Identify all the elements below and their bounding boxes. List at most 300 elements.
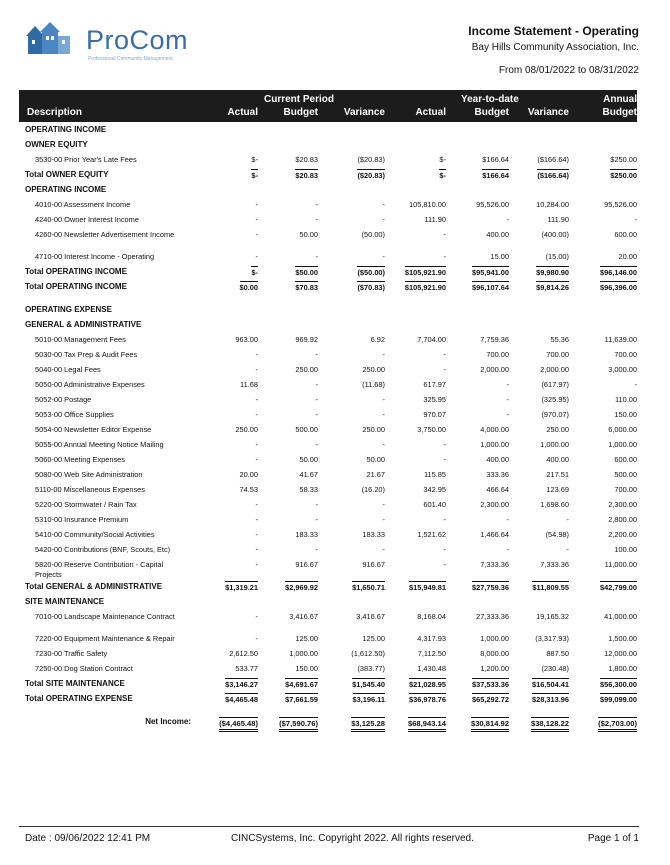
cell-ytd-budget: 2,300.00 [480, 500, 509, 509]
section-heading [19, 183, 637, 198]
cell-current-actual: $4,465.48 [225, 695, 258, 704]
cell-current-budget: 125.00 [295, 634, 318, 643]
cell-ytd-variance: 887.50 [546, 649, 569, 658]
cell-current-budget: 150.00 [295, 664, 318, 673]
logo-text: ProCom [86, 25, 189, 55]
cell-ytd-budget: - [506, 515, 509, 524]
cell-ytd-variance: (970.07) [541, 410, 569, 419]
section-heading [19, 318, 637, 333]
cell-ytd-actual: $- [439, 171, 446, 180]
cell-current-variance: - [382, 395, 385, 404]
cell-current-variance: (16.20) [361, 485, 385, 494]
cell-current-actual: - [255, 515, 258, 524]
cell-current-variance: - [382, 252, 385, 261]
cell-current-actual: $3,146.27 [225, 680, 258, 689]
row-description: OWNER EQUITY [25, 140, 88, 149]
cell-current-budget: - [315, 380, 318, 389]
cell-current-budget: - [315, 215, 318, 224]
account-row [19, 213, 637, 228]
cell-ytd-budget: - [506, 410, 509, 419]
cell-ytd-budget: 7,759.36 [480, 335, 509, 344]
cell-current-actual: - [255, 215, 258, 224]
cell-ytd-actual: - [443, 455, 446, 464]
cell-ytd-budget: 400.00 [486, 455, 509, 464]
cell-ytd-budget: 400.00 [486, 230, 509, 239]
cell-ytd-budget: 7,333.36 [480, 560, 509, 569]
footer-date: Date : 09/06/2022 12:41 PM [25, 833, 151, 844]
cell-ytd-variance: (15.00) [545, 252, 569, 261]
row-description: GENERAL & ADMINISTRATIVE [25, 320, 142, 329]
account-row [19, 453, 637, 468]
cell-ytd-actual: 601.40 [423, 500, 446, 509]
cell-current-budget: 1,000.00 [289, 649, 318, 658]
cell-ytd-budget: $37,533.36 [472, 680, 509, 689]
cell-annual-budget: 100.00 [614, 545, 637, 554]
cell-current-variance: (50.00) [361, 230, 385, 239]
row-description: 5010-00 Management Fees [35, 335, 126, 344]
account-row [19, 632, 637, 647]
row-description: 7010-00 Landscape Maintenance Contract [35, 612, 175, 621]
cell-current-actual: - [255, 455, 258, 464]
cell-ytd-variance: 55.36 [550, 335, 569, 344]
cell-current-actual: 963.00 [235, 335, 258, 344]
cell-current-budget: - [315, 410, 318, 419]
cell-ytd-actual: 970.07 [423, 410, 446, 419]
cell-annual-budget: 1,500.00 [608, 634, 637, 643]
total-row [19, 265, 637, 280]
net-income-cell: ($4,465.48) [219, 717, 258, 732]
section-heading [19, 303, 637, 318]
cell-current-actual: 250.00 [235, 425, 258, 434]
cell-ytd-actual: - [443, 545, 446, 554]
cell-current-actual: - [255, 500, 258, 509]
cell-current-budget: $4,691.67 [285, 680, 318, 689]
account-row [19, 250, 637, 265]
total-row [19, 677, 637, 692]
cell-current-variance: - [382, 545, 385, 554]
net-income-cell: $30,814.92 [471, 717, 509, 732]
row-description: Total SITE MAINTENANCE [25, 679, 125, 688]
cell-ytd-actual: 1,521.62 [417, 530, 446, 539]
cell-ytd-actual: - [443, 440, 446, 449]
account-row [19, 647, 637, 662]
cell-current-budget: $50.00 [295, 268, 318, 277]
cell-ytd-actual: 325.95 [423, 395, 446, 404]
account-row [19, 528, 637, 543]
date-range: From 08/01/2022 to 08/31/2022 [498, 65, 639, 76]
col-current-budget: Budget [283, 107, 318, 118]
col-annual-budget: Budget [602, 107, 637, 118]
col-ytd-budget: Budget [474, 107, 509, 118]
cell-current-budget: 916.67 [295, 560, 318, 569]
account-row [19, 333, 637, 348]
cell-ytd-actual: $15,949.81 [409, 583, 446, 592]
row-description: 5080-00 Web Site Administration [35, 470, 143, 479]
cell-ytd-budget: 1,000.00 [480, 440, 509, 449]
cell-ytd-budget: 15.00 [490, 252, 509, 261]
cell-ytd-variance: 7,333.36 [540, 560, 569, 569]
cell-current-variance: - [382, 215, 385, 224]
cell-annual-budget: 41,000.00 [604, 612, 637, 621]
cell-annual-budget: $96,396.00 [600, 283, 637, 292]
cell-ytd-variance: 19,165.32 [536, 612, 569, 621]
cell-ytd-variance: (617.97) [541, 380, 569, 389]
cell-ytd-budget: 1,200.00 [480, 664, 509, 673]
cell-annual-budget: 1,800.00 [608, 664, 637, 673]
account-row [19, 393, 637, 408]
account-row [19, 363, 637, 378]
cell-current-actual: $0.00 [239, 283, 258, 292]
cell-current-actual: 11.68 [240, 380, 258, 389]
cell-annual-budget: $99,099.00 [600, 695, 637, 704]
cell-annual-budget: 500.00 [614, 470, 637, 479]
cell-ytd-actual: 8,168.04 [417, 612, 446, 621]
row-description: 5820-00 Reserve Contribution - Capital Projects [35, 560, 164, 579]
cell-ytd-budget: - [506, 395, 509, 404]
account-row [19, 423, 637, 438]
cell-ytd-variance: 700.00 [546, 350, 569, 359]
cell-current-variance: 21.67 [366, 470, 385, 479]
cell-current-variance: $3,196.11 [352, 695, 385, 704]
col-group-current-period: Current Period [264, 94, 335, 105]
cell-ytd-actual: 7,112.50 [417, 649, 446, 658]
cell-ytd-variance: $16,504.41 [532, 680, 569, 689]
cell-ytd-variance: 1,698.60 [540, 500, 569, 509]
account-row [19, 198, 637, 213]
cell-current-variance: - [382, 200, 385, 209]
row-description: 5410-00 Community/Social Activities [35, 530, 155, 539]
cell-current-variance: - [382, 410, 385, 419]
account-row [19, 378, 637, 393]
cell-annual-budget: $250.00 [610, 155, 637, 164]
row-description: 3530-00 Prior Year's Late Fees [35, 155, 137, 164]
cell-ytd-actual: 111.90 [424, 215, 446, 224]
net-income-cell: ($2,703.00) [598, 717, 637, 732]
cell-current-budget: - [315, 350, 318, 359]
net-income-cell: $68,943.14 [408, 717, 446, 732]
cell-current-actual: - [255, 230, 258, 239]
cell-current-actual: - [255, 440, 258, 449]
house-logo-icon [24, 22, 84, 58]
cell-annual-budget: 3,000.00 [608, 365, 637, 374]
cell-ytd-actual: $- [439, 155, 446, 164]
row-description: 5054-00 Newsletter Editor Expense [35, 425, 152, 434]
cell-ytd-actual: - [443, 350, 446, 359]
account-row [19, 228, 637, 250]
report-title: Income Statement - Operating [468, 24, 639, 38]
row-description: 5310-00 Insurance Premium [35, 515, 129, 524]
cell-annual-budget: 11,639.00 [604, 335, 637, 344]
net-income-cell: $3,125.28 [351, 717, 385, 732]
row-description: 4010-00 Assessment Income [35, 200, 131, 209]
cell-ytd-variance: (325.95) [541, 395, 569, 404]
cell-ytd-variance: ($166.64) [537, 171, 569, 180]
cell-annual-budget: 110.00 [614, 395, 637, 404]
net-income-label: Net Income: [145, 717, 191, 726]
cell-current-actual: 20.00 [239, 470, 258, 479]
cell-annual-budget: $96,146.00 [600, 268, 637, 277]
row-description: Total OWNER EQUITY [25, 170, 109, 179]
account-row [19, 513, 637, 528]
col-current-variance: Variance [343, 107, 385, 118]
cell-annual-budget: 600.00 [614, 455, 637, 464]
section-gap [19, 295, 637, 303]
account-row [19, 543, 637, 558]
cell-ytd-variance: $11,809.55 [532, 583, 569, 592]
cell-ytd-actual: 617.97 [423, 380, 446, 389]
cell-current-actual: - [255, 612, 258, 621]
total-row [19, 692, 637, 707]
row-description: 5050-00 Administrative Expenses [35, 380, 145, 389]
row-description: Total OPERATING EXPENSE [25, 694, 133, 703]
cell-current-budget: - [315, 545, 318, 554]
row-description: 5053-00 Office Supplies [35, 410, 114, 419]
cell-current-actual: - [255, 350, 258, 359]
row-description: 4260-00 Newsletter Advertisement Income [35, 230, 175, 239]
cell-current-budget: 50.00 [299, 230, 318, 239]
net-income-row [19, 711, 637, 733]
account-row [19, 662, 637, 677]
row-description: 7250-00 Dog Station Contract [35, 664, 133, 673]
cell-current-budget: $20.83 [295, 155, 318, 164]
cell-ytd-budget: 466.64 [486, 485, 509, 494]
cell-ytd-budget: 333.36 [486, 470, 509, 479]
cell-ytd-actual: 7,704.00 [417, 335, 446, 344]
cell-current-budget: $2,969.92 [285, 583, 318, 592]
cell-ytd-actual: - [443, 230, 446, 239]
cell-ytd-budget: 8,000.00 [480, 649, 509, 658]
row-description: 5052-00 Postage [35, 395, 92, 404]
col-current-actual: Actual [227, 107, 258, 118]
cell-ytd-actual: 3,750.00 [417, 425, 446, 434]
cell-ytd-variance: 217.51 [546, 470, 569, 479]
row-description: 5060-00 Meeting Expenses [35, 455, 125, 464]
cell-current-budget: - [315, 515, 318, 524]
account-row [19, 348, 637, 363]
row-description: OPERATING INCOME [25, 125, 107, 134]
cell-ytd-variance: 123.69 [546, 485, 569, 494]
row-description: 5220-00 Stormwater / Rain Tax [35, 500, 137, 509]
cell-current-variance: 250.00 [362, 365, 385, 374]
cell-current-actual: - [255, 560, 258, 569]
row-description: 7230-00 Traffic Safety [35, 649, 108, 658]
cell-current-budget: 58.33 [299, 485, 318, 494]
cell-current-budget: $70.83 [295, 283, 318, 292]
cell-ytd-budget: $27,759.36 [472, 583, 509, 592]
cell-current-variance: $1,650.71 [352, 583, 385, 592]
col-group-year-to-date: Year-to-date [461, 94, 519, 105]
cell-ytd-variance: ($166.64) [537, 155, 569, 164]
footer-rule [19, 826, 639, 827]
cell-ytd-actual: 4,317.93 [417, 634, 446, 643]
cell-ytd-budget: 1,466.64 [480, 530, 509, 539]
cell-ytd-actual: 105,810.00 [409, 200, 446, 209]
cell-ytd-actual: $21,028.95 [409, 680, 446, 689]
cell-annual-budget: 700.00 [614, 485, 637, 494]
cell-current-budget: - [315, 200, 318, 209]
cell-current-variance: ($70.83) [357, 283, 385, 292]
row-description: OPERATING EXPENSE [25, 305, 112, 314]
cell-current-actual: - [255, 545, 258, 554]
cell-current-budget: - [315, 500, 318, 509]
logo-tagline: Professional Community Management [88, 56, 173, 62]
cell-annual-budget: 600.00 [614, 230, 637, 239]
cell-annual-budget: 6,000.00 [608, 425, 637, 434]
net-income-cell: $38,128.22 [531, 717, 569, 732]
cell-ytd-variance: $9,814.26 [536, 283, 569, 292]
cell-current-variance: 183.33 [362, 530, 385, 539]
cell-annual-budget: $250.00 [610, 171, 637, 180]
cell-annual-budget: 11,000.00 [604, 560, 637, 569]
cell-current-budget: - [315, 440, 318, 449]
col-group-annual: Annual [603, 94, 637, 105]
column-header-bar [19, 90, 637, 122]
total-row [19, 168, 637, 183]
cell-current-variance: ($50.00) [357, 268, 385, 277]
cell-annual-budget: 2,300.00 [608, 500, 637, 509]
cell-ytd-budget: $166.64 [482, 155, 509, 164]
footer-page: Page 1 of 1 [587, 833, 639, 844]
cell-annual-budget: 20.00 [618, 252, 637, 261]
net-income-cell: ($7,590.76) [279, 717, 318, 732]
cell-current-budget: - [315, 395, 318, 404]
row-description: Total OPERATING INCOME [25, 267, 127, 276]
cell-current-variance: - [382, 500, 385, 509]
total-row [19, 580, 637, 595]
cell-ytd-budget: - [506, 215, 509, 224]
cell-current-budget: 3,416.67 [289, 612, 318, 621]
cell-ytd-budget: 95,526.00 [476, 200, 509, 209]
cell-current-budget: 183.33 [295, 530, 318, 539]
cell-ytd-budget: - [506, 545, 509, 554]
statement-table [19, 123, 637, 733]
cell-ytd-variance: 2,000.00 [540, 365, 569, 374]
row-description: SITE MAINTENANCE [25, 597, 105, 606]
cell-current-actual: - [255, 530, 258, 539]
col-description: Description [27, 107, 83, 118]
association-name: Bay Hills Community Association, Inc. [471, 42, 639, 53]
cell-ytd-actual: - [443, 252, 446, 261]
row-description: 5420-00 Contributions (BNF, Scouts, Etc) [35, 545, 171, 554]
row-description: 5055-00 Annual Meeting Notice Mailing [35, 440, 164, 449]
row-description: 5110-00 Miscellaneous Expenses [35, 485, 145, 494]
cell-annual-budget: - [634, 380, 637, 389]
cell-current-budget: 969.92 [295, 335, 318, 344]
cell-annual-budget: - [634, 215, 637, 224]
cell-current-actual: $- [251, 268, 258, 277]
procom-logo [24, 22, 189, 66]
cell-annual-budget: 2,800.00 [608, 515, 637, 524]
account-row [19, 610, 637, 632]
cell-annual-budget: 150.00 [614, 410, 637, 419]
cell-current-variance: 3,416.67 [356, 612, 385, 621]
cell-current-variance: 250.00 [362, 425, 385, 434]
cell-current-variance: - [382, 350, 385, 359]
cell-current-actual: 2,612.50 [229, 649, 258, 658]
section-heading [19, 595, 637, 610]
cell-current-variance: ($20.83) [357, 171, 385, 180]
cell-current-budget: $7,661.59 [285, 695, 318, 704]
cell-ytd-budget: - [506, 380, 509, 389]
cell-ytd-budget: $95,941.00 [472, 268, 509, 277]
cell-ytd-variance: (400.00) [541, 230, 569, 239]
cell-current-budget: - [315, 252, 318, 261]
cell-current-variance: 6.92 [370, 335, 385, 344]
cell-current-actual: - [255, 634, 258, 643]
cell-current-actual: 533.77 [235, 664, 258, 673]
cell-current-budget: $20.83 [295, 171, 318, 180]
cell-ytd-actual: $36,978.76 [409, 695, 446, 704]
row-description: Total OPERATING INCOME [25, 282, 127, 291]
cell-current-variance: - [382, 515, 385, 524]
cell-ytd-actual: - [443, 365, 446, 374]
col-ytd-variance: Variance [527, 107, 569, 118]
row-description: 4240-00 Owner Interest Income [35, 215, 139, 224]
cell-ytd-budget: $166.64 [482, 171, 509, 180]
cell-current-actual: - [255, 365, 258, 374]
cell-ytd-actual: $105,921.90 [404, 268, 446, 277]
cell-ytd-budget: 700.00 [486, 350, 509, 359]
cell-annual-budget: $56,300.00 [600, 680, 637, 689]
cell-ytd-budget: $96,107.64 [472, 283, 509, 292]
account-row [19, 153, 637, 168]
account-row [19, 483, 637, 498]
section-heading [19, 138, 637, 153]
cell-annual-budget: 12,000.00 [604, 649, 637, 658]
cell-ytd-actual: 342.95 [423, 485, 446, 494]
cell-ytd-variance: 10,284.00 [536, 200, 569, 209]
cell-current-actual: - [255, 395, 258, 404]
cell-annual-budget: 700.00 [614, 350, 637, 359]
account-row [19, 408, 637, 423]
cell-ytd-variance: - [566, 515, 569, 524]
account-row [19, 498, 637, 513]
cell-current-variance: 916.67 [362, 560, 385, 569]
cell-ytd-variance: (54.98) [545, 530, 569, 539]
row-description: 5040-00 Legal Fees [35, 365, 101, 374]
cell-ytd-actual: 115.85 [423, 470, 446, 479]
cell-current-variance: (1,612.50) [351, 649, 385, 658]
cell-ytd-variance: - [566, 545, 569, 554]
cell-ytd-variance: 250.00 [546, 425, 569, 434]
cell-current-budget: 41.67 [299, 470, 318, 479]
cell-current-budget: 50.00 [299, 455, 318, 464]
cell-ytd-variance: 400.00 [546, 455, 569, 464]
footer-copyright: CINCSystems, Inc. Copyright 2022. All rights reserved. [231, 833, 474, 844]
row-description: Total GENERAL & ADMINISTRATIVE [25, 582, 163, 591]
cell-current-variance: 125.00 [362, 634, 385, 643]
cell-current-variance: 50.00 [366, 455, 385, 464]
cell-ytd-actual: - [443, 560, 446, 569]
cell-current-actual: - [255, 200, 258, 209]
cell-current-variance: ($20.83) [357, 155, 385, 164]
cell-ytd-actual: - [443, 515, 446, 524]
cell-ytd-budget: $65,292.72 [472, 695, 509, 704]
cell-current-actual: $- [251, 171, 258, 180]
account-row [19, 438, 637, 453]
cell-annual-budget: 2,200.00 [608, 530, 637, 539]
cell-ytd-actual: $105,921.90 [404, 283, 446, 292]
cell-annual-budget: 1,000.00 [608, 440, 637, 449]
total-row [19, 280, 637, 295]
cell-current-variance: - [382, 440, 385, 449]
cell-ytd-variance: (230.48) [541, 664, 569, 673]
cell-ytd-budget: 27,333.36 [476, 612, 509, 621]
cell-annual-budget: 95,526.00 [604, 200, 637, 209]
cell-ytd-variance: $28,313.96 [532, 695, 569, 704]
row-description: 7220-00 Equipment Maintenance & Repair [35, 634, 175, 643]
cell-current-budget: 500.00 [295, 425, 318, 434]
